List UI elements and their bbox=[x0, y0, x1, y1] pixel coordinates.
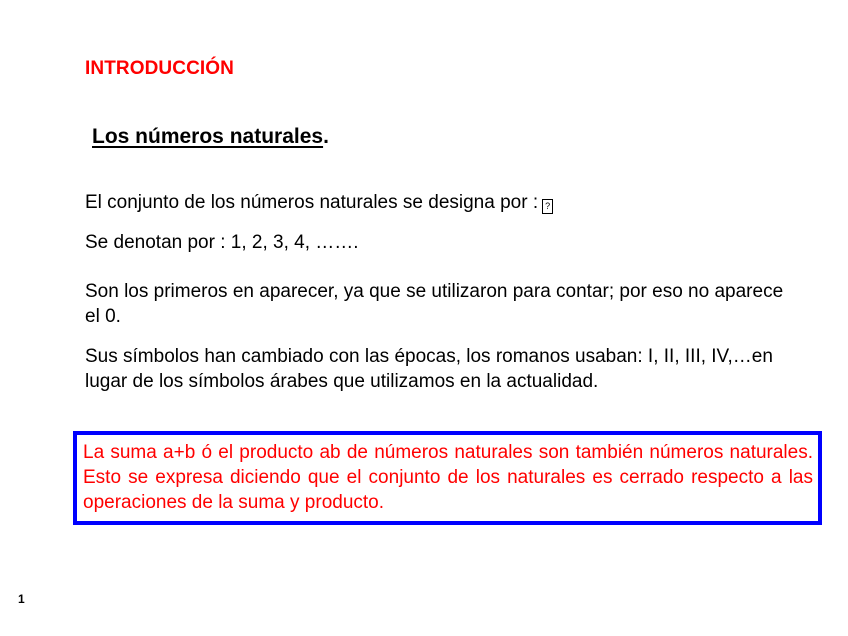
closure-note-text: La suma a+b ó el producto ab de números naturales son también números naturales. Esto se expresa diciendo que el conjunto de los naturales es cerrado respecto a las operaciones de la suma y producto. bbox=[83, 442, 813, 513]
missing-glyph-icon: ? bbox=[542, 199, 553, 214]
subtitle-suffix: . bbox=[323, 125, 329, 148]
paragraph-designation bbox=[85, 190, 797, 215]
paragraph-designation-text: El conjunto de los números naturales se designa por : bbox=[85, 192, 539, 213]
paragraph-origin: Son los primeros en aparecer, ya que se utilizaron para contar; por eso no aparece el 0. bbox=[85, 281, 784, 327]
section-title: INTRODUCCIÓN bbox=[85, 58, 234, 79]
page-number: 1 bbox=[18, 592, 25, 606]
paragraph-denotation: Se denotan por : 1, 2, 3, 4, ……. bbox=[85, 232, 359, 253]
closure-note-box bbox=[73, 431, 822, 525]
subtitle bbox=[92, 125, 329, 149]
paragraph-symbols: Sus símbolos han cambiado con las épocas, los romanos usaban: I, II, III, IV,…en lugar de los símbolos árabes que utilizamos en la actualidad. bbox=[85, 346, 773, 392]
subtitle-text: Los números naturales bbox=[92, 125, 324, 148]
